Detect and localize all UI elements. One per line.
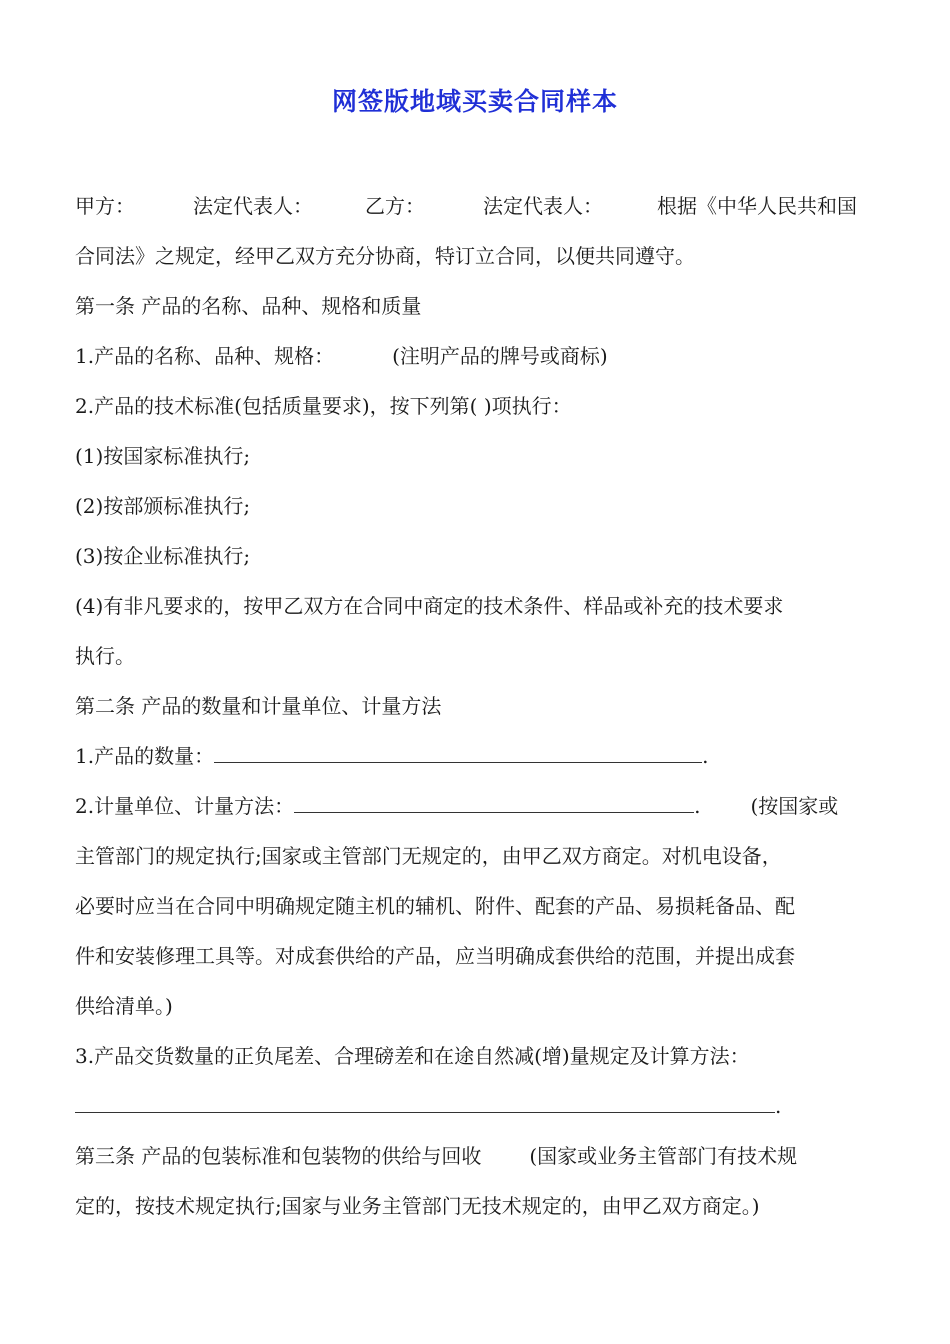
article-2-item-2-note: 供给清单。) [75,994,173,1018]
period: . [775,1094,782,1118]
intro-line: 合同法》之规定，经甲乙双方充分协商，特订立合同，以便共同遵守。 [75,244,695,268]
article-3-note: 定的，按技术规定执行;国家与业务主管部门无技术规定的，由甲乙双方商定。) [75,1194,760,1218]
party-a-label: 甲方： [75,194,135,218]
article-2-item-3-blank-line [75,1081,880,1131]
article-1-option-4-cont: 执行。 [75,644,135,668]
article-1-item-2: 2.产品的技术标准(包括质量要求)，按下列第( )项执行： [75,394,572,418]
article-1-heading: 第一条 产品的名称、品种、规格和质量 [75,294,422,318]
article-2-item-2-note: 件和安装修理工具等。对成套供给的产品，应当明确成套供给的范围，并提出成套 [75,944,795,968]
article-3-heading: 第三条 产品的包装标准和包装物的供给与回收 [75,1144,482,1168]
article-2-item-2-note: 主管部门的规定执行;国家或主管部门无规定的，由甲乙双方商定。对机电设备， [75,844,782,868]
article-2-item-3: 3.产品交货数量的正负尾差、合理磅差和在途自然减(增)量规定及计算方法： [75,1044,750,1068]
item-note-start: (按国家或 [750,794,839,818]
party-b-label: 乙方： [365,194,425,218]
article-1-option-4: (4)有非凡要求的，按甲乙双方在合同中商定的技术条件、样品或补充的技术要求 [75,594,784,618]
article-1-item-1 [75,331,880,381]
item-label: 1.产品的数量： [75,744,215,768]
contract-body [75,181,880,1231]
page-title: 网签版地域买卖合同样本 [331,87,618,116]
article-1-option-3: (3)按企业标准执行; [75,544,251,568]
article-1-option-2: (2)按部颁标准执行; [75,494,251,518]
article-3-heading-line [75,1131,880,1181]
intro-text-start: 根据《中华人民共和国 [657,194,857,218]
article-2-item-2 [75,781,880,831]
period: . [702,744,709,768]
period: . [694,794,701,818]
item-note: (注明产品的牌号或商标) [392,344,608,368]
article-2-heading: 第二条 产品的数量和计量单位、计量方法 [75,694,442,718]
tolerance-blank [75,1082,775,1113]
rep-a-label: 法定代表人： [193,194,313,218]
article-2-item-2-note: 必要时应当在合同中明确规定随主机的辅机、附件、配套的产品、易损耗备品、配 [75,894,795,918]
quantity-blank [214,732,702,763]
article-1-option-1: (1)按国家标准执行; [75,444,251,468]
rep-b-label: 法定代表人： [483,194,603,218]
parties-line [75,181,880,231]
article-3-note-start: (国家或业务主管部门有技术规 [529,1144,798,1168]
article-2-item-1 [75,731,880,781]
item-label: 2.计量单位、计量方法： [75,794,295,818]
measurement-blank [294,782,694,813]
item-label: 1.产品的名称、品种、规格： [75,344,335,368]
